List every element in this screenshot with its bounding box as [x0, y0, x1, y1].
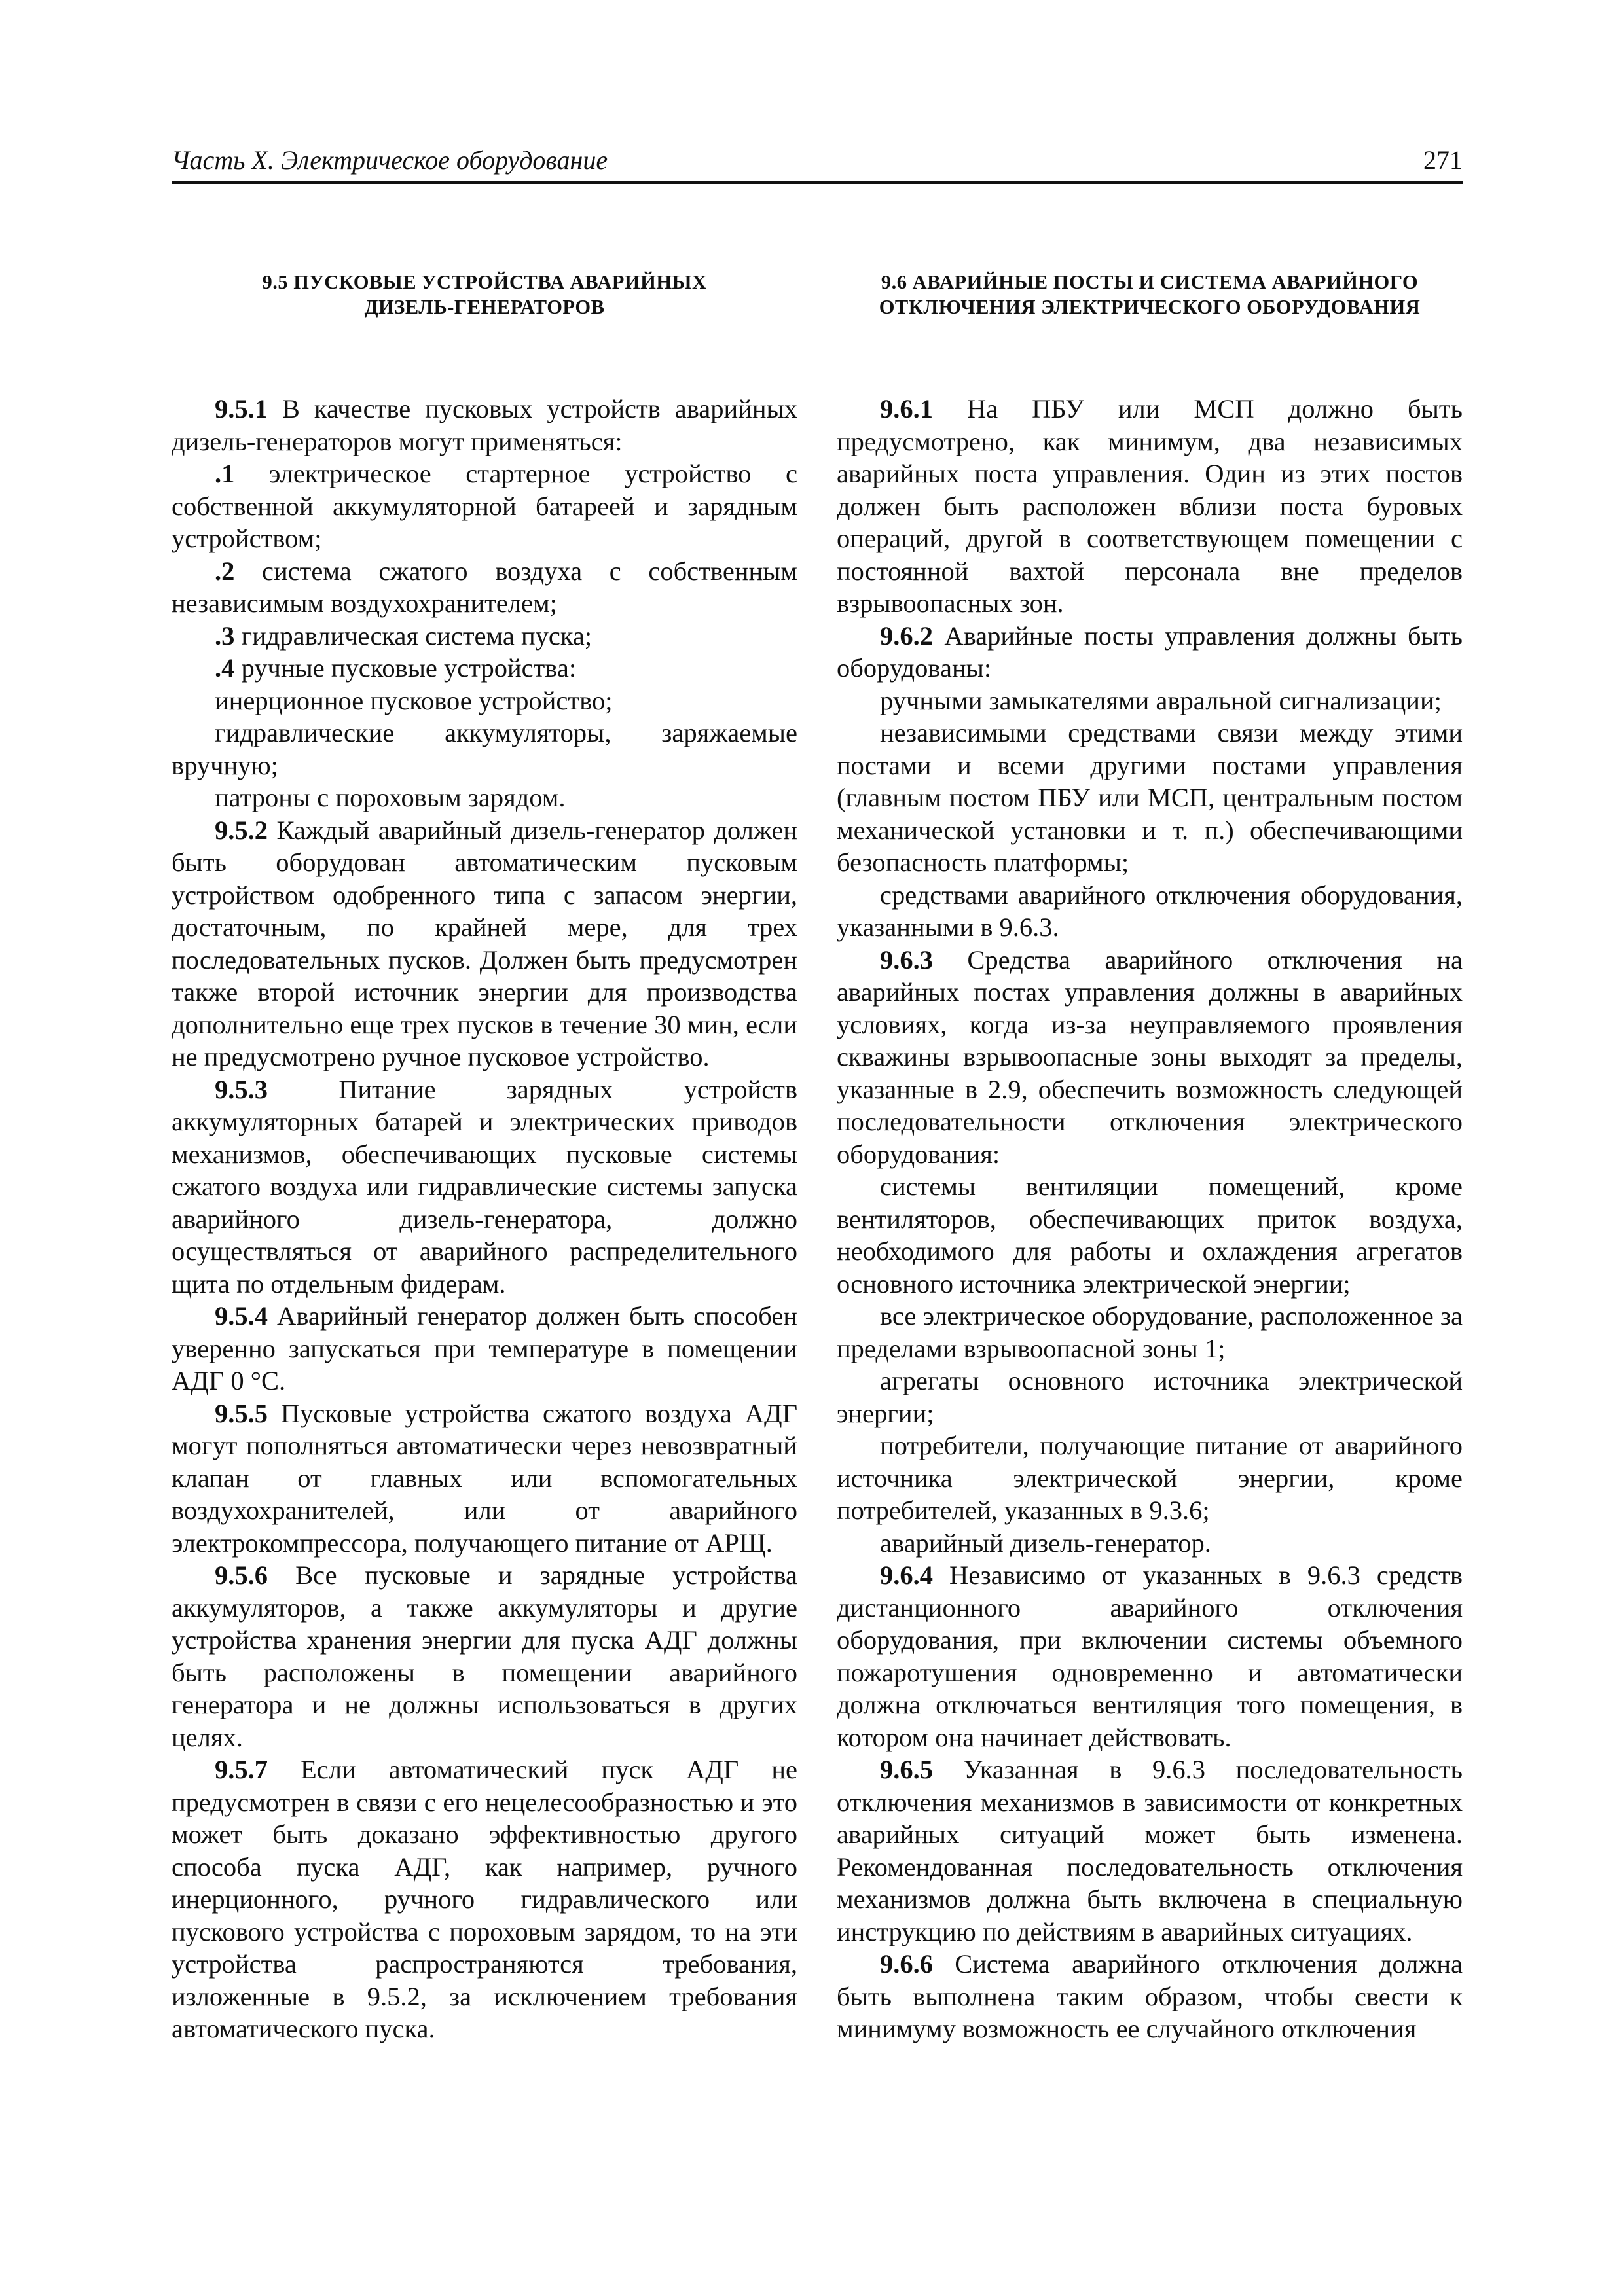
- paragraph: [172, 620, 797, 653]
- paragraph: [837, 1559, 1463, 1753]
- paragraph: [172, 814, 797, 1073]
- paragraph: [172, 1300, 797, 1397]
- paragraph-text: патроны с пороховым зарядом.: [215, 783, 566, 812]
- paragraph-number: .2: [215, 556, 235, 586]
- paragraph-text: электрическое стартерное устройство с собственной аккумуляторной батареей и зарядным устройством;: [172, 459, 797, 553]
- paragraph: [837, 1429, 1463, 1527]
- paragraph-text: Независимо от указанных в 9.6.3 средств дистанционного аварийного отключения оборудования, при включении системы объемного пожаротушения одновременно и автоматически должна отключаться вентиляция того помещения, в котором она начинает действовать.: [837, 1560, 1463, 1752]
- paragraph-number: 9.5.2: [215, 815, 268, 845]
- left-column: [172, 270, 797, 2045]
- paragraph: [837, 685, 1463, 717]
- paragraph: [172, 781, 797, 814]
- paragraph: [837, 393, 1463, 620]
- paragraph-text: Питание зарядных устройств аккумуляторных батарей и электрических приводов механизмов, обеспечивающих пусковые системы сжатого воздуха или гидравлические системы запуска аварийного дизель-генератора, должно осуществляться от аварийного распределительного щита по отдельным фидерам.: [172, 1074, 797, 1299]
- paragraph: [172, 393, 797, 457]
- paragraph-number: 9.6.2: [880, 620, 933, 651]
- paragraph: [837, 1170, 1463, 1300]
- paragraph: [837, 1948, 1463, 2045]
- paragraph-number: 9.5.6: [215, 1560, 268, 1590]
- paragraph-text: агрегаты основного источника электрической энергии;: [837, 1366, 1463, 1428]
- paragraph-number: 9.6.3: [880, 944, 933, 975]
- paragraph-number: .4: [215, 653, 235, 683]
- paragraph-text: Аварийный генератор должен быть способен уверенно запускаться при температуре в помещении АДГ 0 °С.: [172, 1301, 797, 1395]
- running-title: Часть Х. Электрическое оборудование: [172, 145, 608, 175]
- paragraph-number: 9.5.7: [215, 1755, 268, 1784]
- paragraph-text: гидравлическая система пуска;: [234, 620, 593, 651]
- left-paragraphs: [172, 393, 797, 2045]
- paragraph: [837, 879, 1463, 944]
- paragraph: [837, 620, 1463, 685]
- paragraph: [837, 1753, 1463, 1948]
- paragraph-text: Аварийные посты управления должны быть оборудованы:: [837, 620, 1463, 683]
- paragraph-number: .3: [215, 620, 235, 651]
- paragraph: [172, 1753, 797, 2045]
- paragraph: [172, 717, 797, 781]
- paragraph: [172, 652, 797, 685]
- paragraph-text: аварийный дизель-генератор.: [880, 1528, 1211, 1558]
- paragraph: [837, 1527, 1463, 1560]
- paragraph-text: На ПБУ или МСП должно быть предусмотрено, как минимум, два независимых аварийных поста управления. Один из этих постов должен быть расположен вблизи поста буровых операций, другой в соответствующем помещении с постоянной вахтой персонала вне пределов взрывоопасных зон.: [837, 394, 1463, 618]
- paragraph-text: независимыми средствами связи между этими постами и всеми другими постами управления (главным постом ПБУ или МСП, центральным постом механической установки и т. п.) обеспечивающими безопасность платформы;: [837, 718, 1463, 877]
- paragraph-text: системы вентиляции помещений, кроме вентиляторов, обеспечивающих приток воздуха, необходимого для работы и охлаждения агрегатов основного источника электрической энергии;: [837, 1172, 1463, 1299]
- paragraph-text: потребители, получающие питание от аварийного источника электрической энергии, кроме потребителей, указанных в 9.3.6;: [837, 1431, 1463, 1525]
- section-heading-9-5: [172, 270, 797, 319]
- section-heading-9-6: [837, 270, 1463, 319]
- paragraph: [837, 1300, 1463, 1365]
- right-column: [837, 270, 1463, 2045]
- paragraph: [837, 944, 1463, 1171]
- paragraph-number: .1: [215, 459, 235, 488]
- paragraph: [172, 1559, 797, 1753]
- heading-line: ДИЗЕЛЬ-ГЕНЕРАТОРОВ: [364, 296, 605, 318]
- heading-line: 9.5 ПУСКОВЫЕ УСТРОЙСТВА АВАРИЙНЫХ: [262, 271, 707, 293]
- paragraph-number: 9.5.5: [215, 1398, 268, 1428]
- paragraph-text: Указанная в 9.6.3 последовательность отключения механизмов в зависимости от конкретных аварийных ситуаций может быть изменена. Рекомендованная последовательность отключения механизмов должна быть включена в специальную инструкцию по действиям в аварийных ситуациях.: [837, 1755, 1463, 1946]
- paragraph-text: Пусковые устройства сжатого воздуха АДГ могут пополняться автоматически через невозвратный клапан от главных или вспомогательных воздухохранителей, или от аварийного электрокомпрессора, получающего питание от АРЩ.: [172, 1398, 797, 1558]
- paragraph-number: 9.5.1: [215, 394, 268, 423]
- paragraph: [172, 685, 797, 717]
- heading-line: ОТКЛЮЧЕНИЯ ЭЛЕКТРИЧЕСКОГО ОБОРУДОВАНИЯ: [879, 296, 1421, 318]
- paragraph: [172, 555, 797, 620]
- paragraph-number: 9.6.6: [880, 1949, 933, 1979]
- paragraph-text: гидравлические аккумуляторы, заряжаемые вручную;: [172, 718, 797, 780]
- paragraph: [172, 1397, 797, 1560]
- paragraph: [172, 1073, 797, 1300]
- paragraph-number: 9.5.4: [215, 1301, 268, 1331]
- right-paragraphs: [837, 393, 1463, 2045]
- paragraph-text: все электрическое оборудование, расположенное за пределами взрывоопасной зоны 1;: [837, 1301, 1463, 1363]
- paragraph-number: 9.6.1: [880, 394, 933, 423]
- paragraph-text: Система аварийного отключения должна быть выполнена таким образом, чтобы свести к минимуму возможность ее случайного отключения: [837, 1949, 1463, 2043]
- paragraph-text: Каждый аварийный дизель-генератор должен быть оборудован автоматическим пусковым устройством одобренного типа с запасом энергии, достаточным, по крайней мере, для трех последовательных пусков. Должен быть предусмотрен также второй источник энергии для производства дополнительно еще трех пусков в течение 30 мин, если не предусмотрено ручное пусковое устройство.: [172, 815, 797, 1071]
- paragraph: [837, 1365, 1463, 1429]
- running-header: [172, 141, 1463, 184]
- heading-line: 9.6 АВАРИЙНЫЕ ПОСТЫ И СИСТЕМА АВАРИЙНОГО: [881, 271, 1419, 293]
- paragraph-text: ручные пусковые устройства:: [234, 653, 577, 683]
- paragraph-text: ручными замыкателями авральной сигнализации;: [880, 685, 1442, 715]
- paragraph-text: Если автоматический пуск АДГ не предусмотрен в связи с его нецелесообразностью и это может быть доказано эффективностью другого способа пуска АДГ, как например, ручного инерционного, ручного гидравлического или пускового устройства с пороховым зарядом, то на эти устройства распространяются требования, изложенные в 9.5.2, за исключением требования автоматического пуска.: [172, 1755, 797, 2043]
- paragraph-text: Средства аварийного отключения на аварийных постах управления должны в аварийных условиях, когда из-за неуправляемого проявления скважины взрывоопасные зоны выходят за пределы, указанные в 2.9, обеспечить возможность следующей последовательности отключения электрического оборудования:: [837, 944, 1463, 1169]
- paragraph-text: Все пусковые и зарядные устройства аккумуляторов, а также аккумуляторы и другие устройства хранения энергии для пуска АДГ должны быть расположены в помещении аварийного генератора и не должны использоваться в других целях.: [172, 1560, 797, 1752]
- paragraph-text: В качестве пусковых устройств аварийных дизель-генераторов могут применяться:: [172, 394, 797, 456]
- paragraph-text: инерционное пусковое устройство;: [215, 685, 613, 715]
- page-number: 271: [1423, 145, 1463, 175]
- paragraph: [837, 717, 1463, 879]
- paragraph-number: 9.5.3: [215, 1074, 268, 1104]
- paragraph-text: система сжатого воздуха с собственным независимым воздухохранителем;: [172, 556, 797, 618]
- paragraph-number: 9.6.5: [880, 1755, 933, 1784]
- paragraph: [172, 457, 797, 555]
- paragraph-text: средствами аварийного отключения оборудования, указанными в 9.6.3.: [837, 880, 1463, 942]
- paragraph-number: 9.6.4: [880, 1560, 933, 1590]
